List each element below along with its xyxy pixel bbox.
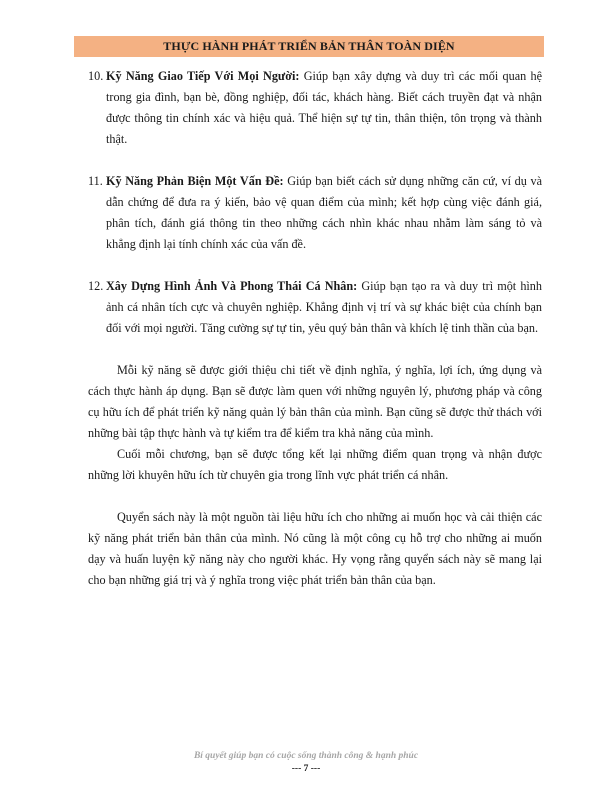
list-item-number: 11. — [88, 174, 103, 188]
list-item — [88, 276, 542, 339]
page-body — [88, 66, 542, 591]
list-item-body — [105, 66, 542, 150]
paragraph-book-purpose: Quyển sách này là một nguồn tài liệu hữu ích cho những ai muốn học và cải thiện các kỹ năng phát triển bản thân của mình. Nó cũng là một công cụ hỗ trợ cho những ai muốn dạy và huấn luyện kỹ năng này cho người khác. Hy vọng rằng quyển sách này sẽ mang lại cho bạn những giá trị và ý nghĩa trong việc phát triển bản thân của bạn. — [88, 510, 542, 587]
paragraph-chapter-summary: Cuối mỗi chương, bạn sẽ được tổng kết lại những điểm quan trọng và nhận được những lời khuyên hữu ích từ chuyên gia trong lĩnh vực phát triển cá nhân. — [88, 447, 542, 482]
list-item — [88, 171, 542, 255]
list-item-title: Xây Dựng Hình Ảnh Và Phong Thái Cá Nhân: — [106, 279, 358, 293]
list-item-body — [105, 171, 542, 255]
chapter-header-bar — [74, 36, 544, 57]
list-item-title: Kỹ Năng Giao Tiếp Với Mọi Người: — [106, 69, 300, 83]
list-item-number: 12. — [88, 279, 104, 293]
list-item-title: Kỹ Năng Phản Biện Một Vấn Đề: — [106, 174, 284, 188]
list-item-text: Giúp bạn biết cách sử dụng những căn cứ, ví dụ và dẫn chứng để đưa ra ý kiến, bảo vệ quan điểm của mình; kết hợp cùng việc đánh giá, phân tích, đánh giá thông tin theo những cách nhìn khác nhau nhằm làm sáng tỏ và khẳng định lại tính chính xác của vấn đề. — [106, 174, 543, 251]
list-item — [88, 66, 542, 150]
paragraph-spacer — [88, 486, 542, 507]
list-item-text: Giúp bạn tạo ra và duy trì một hình ảnh cá nhân tích cực và chuyên nghiệp. Khẳng định vị trí và sự khác biệt của chính bạn đối với mọi người. Tăng cường sự tự tin, yêu quý bản thân và khích lệ tinh thần của bạn. — [106, 279, 542, 335]
list-item-text: Giúp bạn xây dựng và duy trì các mối quan hệ trong gia đình, bạn bè, đồng nghiệp, đối tác, khách hàng. Biết cách truyền đạt và nhận được thông tin chính xác và hiệu quả. Thể hiện sự tự tin, thân thiện, tôn trọng và thành thật. — [106, 69, 542, 146]
list-item-body — [105, 276, 542, 339]
page-number: --- 7 --- — [291, 764, 321, 774]
paragraph-skills-overview: Mỗi kỹ năng sẽ được giới thiệu chi tiết về định nghĩa, ý nghĩa, lợi ích, ứng dụng và cách thực hành áp dụng. Bạn sẽ được làm quen với những nguyên lý, phương pháp và công cụ hữu ích để phát triển kỹ năng quản lý bản thân của mình. Bạn cũng sẽ được thử thách với những bài tập thực hành và tự kiểm tra để kiểm tra khả năng của mình. — [88, 363, 542, 440]
footer-tagline: Bí quyết giúp bạn có cuộc sống thành công & hạnh phúc — [193, 751, 419, 761]
page-footer — [0, 750, 612, 776]
chapter-title: THỰC HÀNH PHÁT TRIỂN BẢN THÂN TOÀN DIỆN — [163, 39, 455, 53]
list-item-number: 10. — [88, 69, 104, 83]
